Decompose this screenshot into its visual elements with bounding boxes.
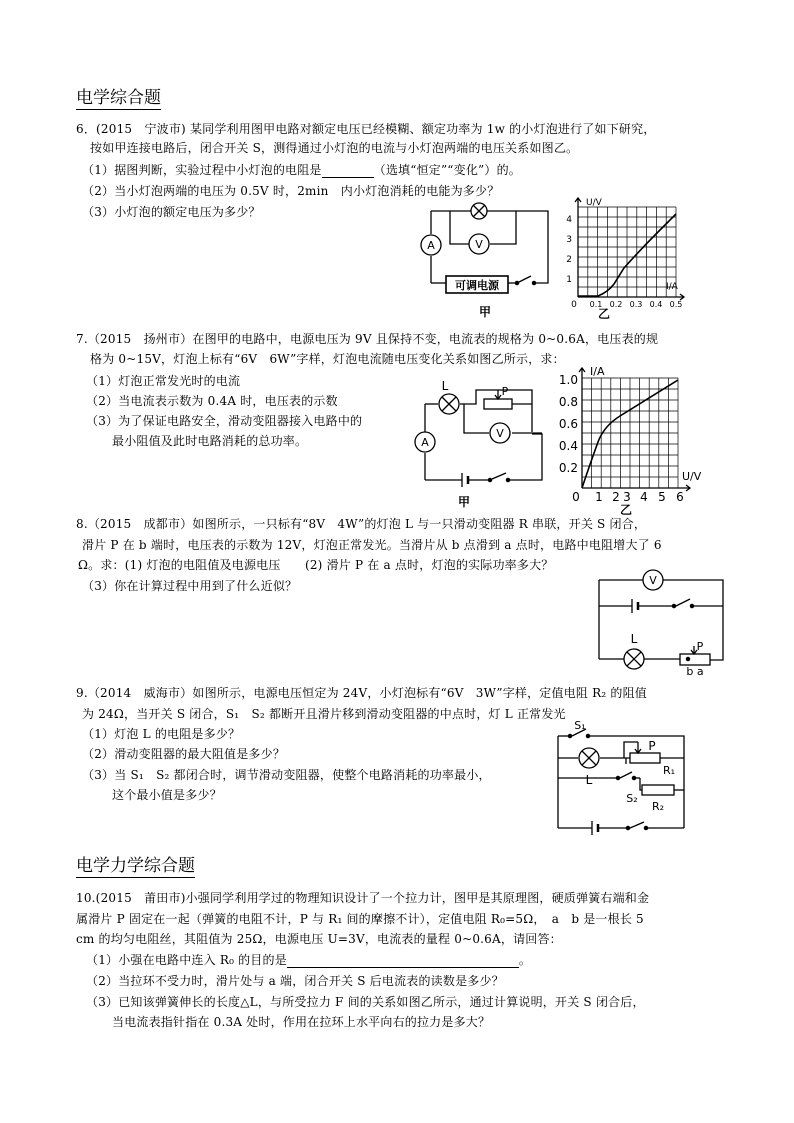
q7-slider-label: P xyxy=(501,385,509,398)
q6-xtick-1: 0.1 xyxy=(589,300,603,309)
q10-line-3: cm 的均匀电阻丝，其阻值为 25Ω，电源电压 U=3V，电流表的量程 0~0.6A，请回答： xyxy=(76,932,562,946)
q6-chart-ylabel: U/V xyxy=(586,198,602,208)
q6-figure-a-caption: 甲 xyxy=(478,305,492,319)
q6-xtick-2: 0.2 xyxy=(609,300,623,309)
q10-line-2: 属滑片 P 固定在一起（弹簧的电阻不计，P 与 R₁ 间的摩擦不计），定值电阻 R₀=5Ω， a b 是一根长 5 xyxy=(76,912,644,926)
q6-circuit-diagram xyxy=(418,196,558,319)
q7-ui-chart xyxy=(558,364,702,517)
q9-r2-label: R₂ xyxy=(651,800,665,813)
q8-line-4: （3）你在计算过程中用到了什么近似？ xyxy=(82,579,298,593)
q6-line-3-b: （选填“恒定”“变化”）的。 xyxy=(373,163,521,177)
q6-xtick-5: 0.5 xyxy=(669,300,683,309)
q6-ytick-4: 4 xyxy=(566,215,572,225)
q8-line-1: 8.（2015 成都市）如图所示，一只标有“8V 4W”的灯泡 L 与一只滑动变阻器 R 串联，开关 S 闭合， xyxy=(76,517,647,531)
q9-slider-label: P xyxy=(648,739,656,753)
q8-line-2: 滑片 P 在 b 端时，电压表的示数为 12V，灯泡正常发光。当滑片从 b 点滑到 a 点时，电路中电阻增大了 6 xyxy=(82,538,662,552)
q6-line-2: 按如甲连接电路后，闭合开关 S，测得通过小灯泡的电流与小灯泡两端的电压关系如图乙。 xyxy=(90,141,579,155)
q7-xtick-5: 5 xyxy=(658,490,666,504)
q10-line-4-a: （1）小强在电路中连入 R₀ 的目的是 xyxy=(86,953,287,967)
q10-line-1: 10.(2015 莆田市)小强同学利用学过的物理知识设计了一个拉力计，图甲是其原理图，硬质弹簧右端和金 xyxy=(76,891,650,905)
q6-voltmeter-label: V xyxy=(475,238,483,251)
q6-answer-blank[interactable] xyxy=(322,161,374,178)
q7-ytick-04: 0.4 xyxy=(558,439,578,453)
q9-s2-label: S₂ xyxy=(626,792,638,805)
q8-voltmeter-label: V xyxy=(649,574,657,587)
q10-line-6: （3）已知该弹簧伸长的长度△L，与所受拉力 F 间的关系如图乙所示，通过计算说明，开关 S 闭合后， xyxy=(86,995,645,1009)
q7-circuit-diagram xyxy=(412,378,552,508)
q9-s1-label: S₁ xyxy=(574,719,586,732)
q7-ytick-02: 0.2 xyxy=(558,461,578,475)
q7-xtick-0: 0 xyxy=(572,490,580,504)
q9-line-6: 这个最小值是多少？ xyxy=(112,788,222,802)
q6-ytick-3: 3 xyxy=(566,235,572,245)
q9-line-4: （2）滑动变阻器的最大阻值是多少？ xyxy=(82,747,286,761)
q10-answer-blank[interactable] xyxy=(287,951,519,968)
q7-chart-ylabel: I/A xyxy=(590,365,605,378)
q7-line-5: （3）为了保证电路安全，滑动变阻器接入电路中的 xyxy=(86,414,363,428)
q9-line-1: 9.（2014 威海市）如图所示，电源电压恒定为 24V，小灯泡标有“6V 3W”字样，定值电阻 R₂ 的阻值 xyxy=(76,686,647,700)
q7-voltmeter-label: V xyxy=(496,427,504,440)
q9-r1-label: R₁ xyxy=(662,764,676,777)
q6-line-4: （2）当小灯泡两端的电压为 0.5V 时，2min 内小灯泡消耗的电能为多少？ xyxy=(82,184,500,198)
q6-chart-xlabel: I/A xyxy=(666,282,678,292)
q7-xtick-2: 2 xyxy=(612,490,620,504)
q8-line-3: Ω。求：(1) 灯泡的电阻值及电源电压 (2) 滑片 P 在 a 点时，灯泡的实际功率多大？ xyxy=(78,558,554,572)
q7-line-4: （2）当电流表示数为 0.4A 时，电压表的示数 xyxy=(86,394,338,408)
q9-line-3: （1）灯泡 L 的电阻是多少？ xyxy=(82,727,241,741)
q6-line-3 xyxy=(82,161,521,178)
q6-ui-chart xyxy=(560,192,690,321)
q10-line-4 xyxy=(86,951,531,968)
q7-line-6: 最小阻值及此时电路消耗的总功率。 xyxy=(112,434,308,448)
q9-circuit-diagram xyxy=(556,719,696,832)
section-title-electric: 电学综合题 xyxy=(76,88,161,108)
q7-figure-b-caption: 乙 xyxy=(619,503,633,517)
q10-line-7: 当电流表指针指在 0.3A 处时，作用在拉环上水平向右的拉力是多大？ xyxy=(112,1015,491,1029)
q7-lamp-label: L xyxy=(441,379,449,393)
q7-line-2: 格为 0~15V，灯泡上标有“6V 6W”字样，灯泡电流随电压变化关系如图乙所示，求： xyxy=(90,352,565,366)
q6-power-source-label: 可调电源 xyxy=(455,279,499,292)
q7-xtick-6: 6 xyxy=(676,490,684,504)
q7-line-3: （1）灯泡正常发光时的电流 xyxy=(86,374,241,388)
q6-xtick-0: 0 xyxy=(571,300,577,310)
q8-slider-label: P xyxy=(696,640,704,653)
q6-ammeter-label: A xyxy=(427,239,435,252)
q7-ytick-08: 0.8 xyxy=(558,395,578,409)
q7-xtick-3: 3 xyxy=(623,490,631,504)
q7-figure-a-caption: 甲 xyxy=(457,495,471,509)
q6-ytick-2: 2 xyxy=(566,255,572,265)
q7-ytick-10: 1.0 xyxy=(558,373,578,387)
q7-line-1: 7.（2015 扬州市）在图甲的电路中，电源电压为 9V 且保持不变，电流表的规格为 0~0.6A，电压表的规 xyxy=(76,332,659,346)
q7-xtick-4: 4 xyxy=(640,490,648,504)
q6-xtick-3: 0.3 xyxy=(629,300,643,309)
q7-chart-xlabel: U/V xyxy=(682,470,702,483)
q6-ytick-1: 1 xyxy=(566,275,572,285)
q8-ends-label: b a xyxy=(686,665,704,678)
q6-line-5: （3）小灯泡的额定电压为多少？ xyxy=(82,205,261,219)
q8-circuit-diagram xyxy=(596,566,736,676)
q10-line-4-b: 。 xyxy=(518,953,532,967)
q7-xtick-1: 1 xyxy=(595,490,603,504)
q8-lamp-label: L xyxy=(630,632,638,646)
q6-line-1: 6．(2015 宁波市) 某同学利用图甲电路对额定电压已经模糊、额定功率为 1w 的小灯泡进行了如下研究， xyxy=(76,122,656,136)
q6-xtick-4: 0.4 xyxy=(649,300,663,309)
q9-line-2: 为 24Ω，当开关 S 闭合，S₁ S₂ 都断开且滑片移到滑动变阻器的中点时，灯 L 正常发光 xyxy=(82,707,566,721)
q9-lamp-label: L xyxy=(585,773,593,787)
section-title-electric-mechanics: 电学力学综合题 xyxy=(76,856,195,876)
q10-line-5: （2）当拉环不受力时，滑片处与 a 端，闭合开关 S 后电流表的读数是多少？ xyxy=(86,974,504,988)
q9-line-5: （3）当 S₁ S₂ 都闭合时，调节滑动变阻器，使整个电路消耗的功率最小， xyxy=(82,768,491,782)
q6-line-3-a: （1）据图判断，实验过程中小灯泡的电阻是 xyxy=(82,163,322,177)
q7-ytick-06: 0.6 xyxy=(558,417,578,431)
q7-ammeter-label: A xyxy=(421,436,429,449)
q6-figure-b-caption: 乙 xyxy=(597,307,611,321)
